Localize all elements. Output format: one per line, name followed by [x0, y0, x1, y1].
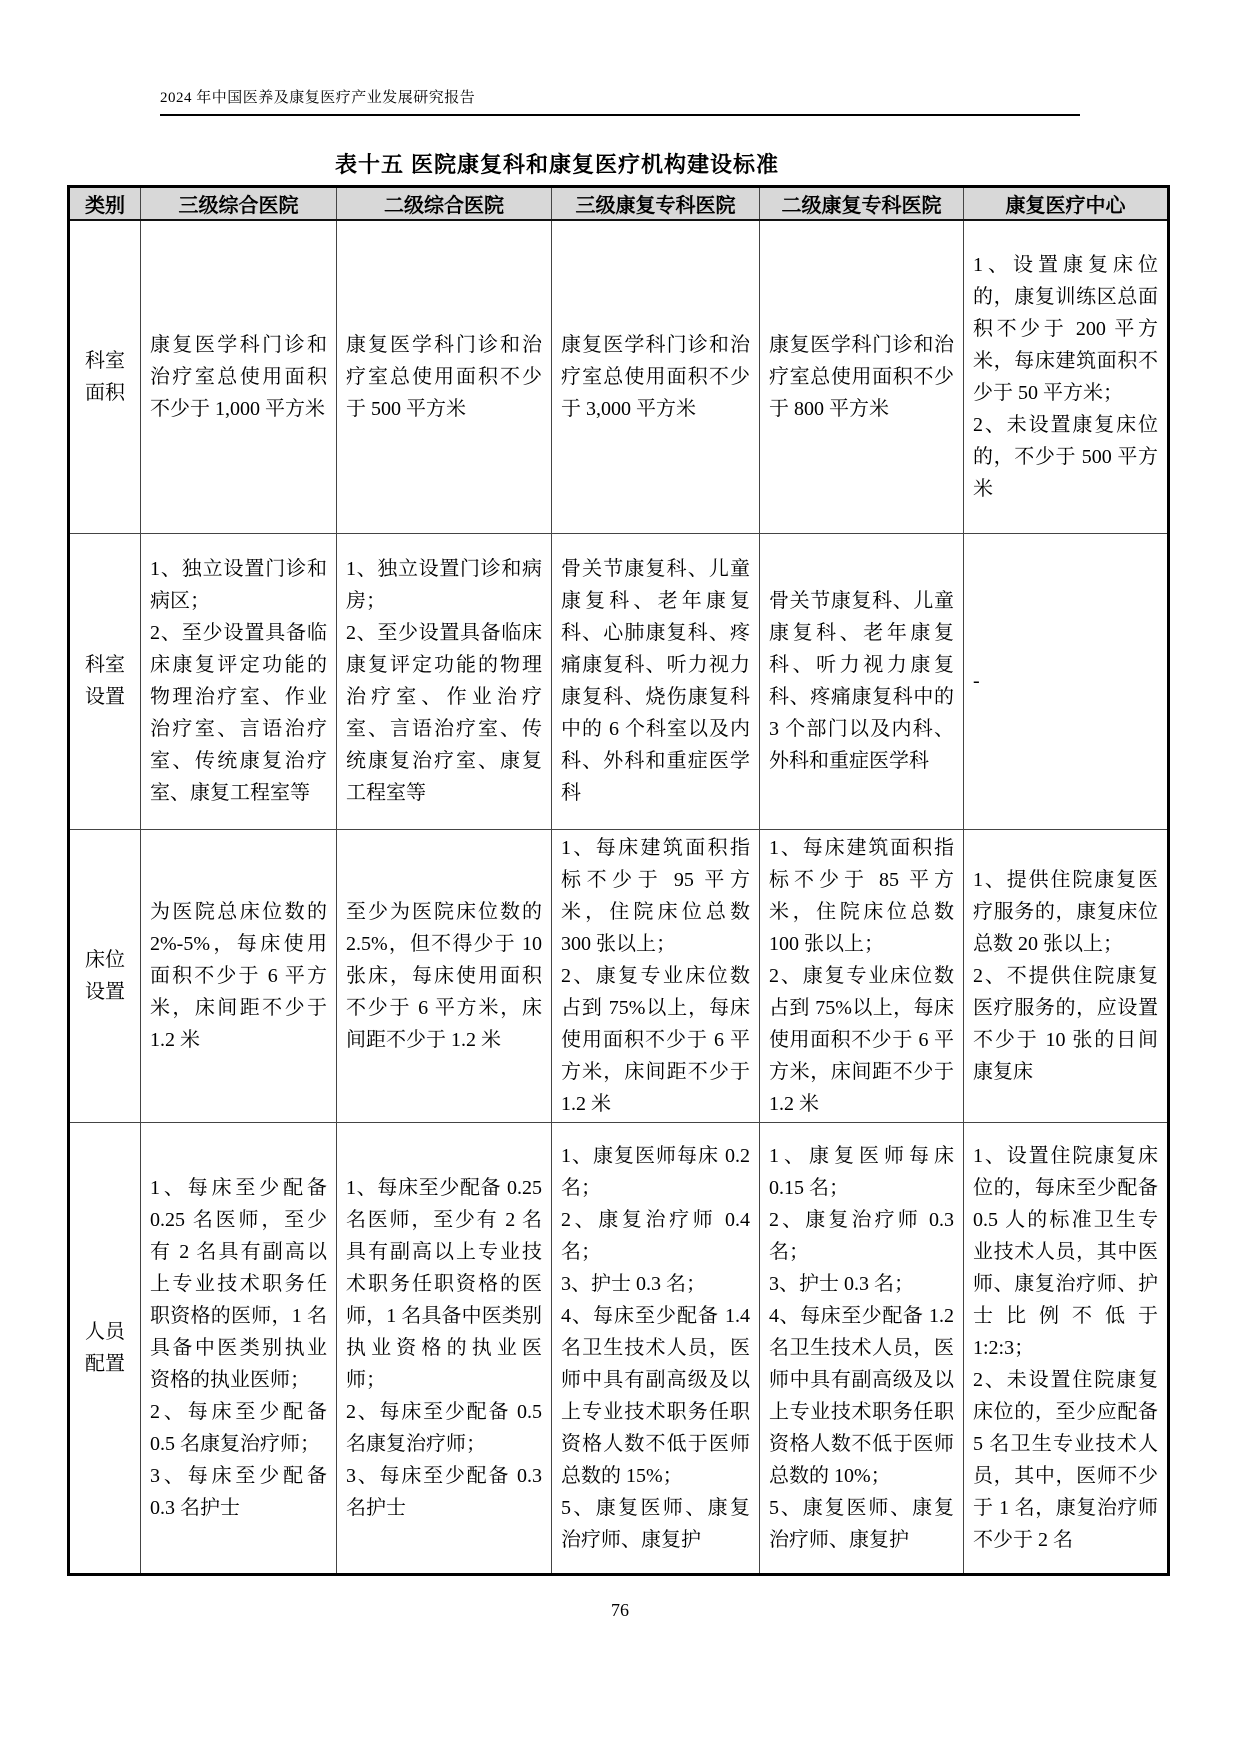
table-cell-r2-c0	[141, 829, 337, 1122]
cell-paragraph: 至少为医院床位数的 2.5%，但不得少于 10 张床，每床使用面积不少于 6 平方米，床间距不少于 1.2 米	[346, 900, 542, 1051]
column-header-4: 二级康复专科医院	[760, 187, 964, 221]
table-cell-r0-c0	[141, 220, 337, 533]
table-cell-r3-c2	[552, 1122, 760, 1574]
cell-paragraph: 1、设置住院康复床位的，每床至少配备 0.5 人的标准卫生专业技术人员，其中医师、康复治疗师、护士比例不低于 1:2:3；	[973, 1144, 1158, 1359]
cell-paragraph: 4、每床至少配备 1.4 名卫生技术人员，医师中具有副高级及以上专业技术职务任职资格人数不低于医师总数的 15%；	[561, 1304, 750, 1487]
column-header-1: 三级综合医院	[141, 187, 337, 221]
cell-paragraph: 为医院总床位数的 2%-5%，每床使用面积不少于 6 平方米，床间距不少于 1.2 米	[150, 900, 327, 1051]
table-cell-r2-c4	[964, 829, 1169, 1122]
table-cell-r2-c2	[552, 829, 760, 1122]
page-number: 76	[611, 1600, 629, 1620]
table-row-1	[69, 533, 1169, 829]
table-head	[69, 187, 1169, 221]
cell-paragraph: 3、护士 0.3 名；	[561, 1272, 706, 1295]
table-cell-r1-c0	[141, 533, 337, 829]
table-cell-r2-c1	[337, 829, 552, 1122]
cell-paragraph: 4、每床至少配备 1.2 名卫生技术人员，医师中具有副高级及以上专业技术职务任职资格人数不低于医师总数的 10%；	[769, 1304, 954, 1487]
cell-paragraph: 1、独立设置门诊和病房；	[346, 558, 542, 612]
header-row	[69, 187, 1169, 221]
table-cell-r3-c1	[337, 1122, 552, 1574]
table-title: 表十五 医院康复科和康复医疗机构建设标准	[334, 152, 780, 177]
cell-paragraph: 1、提供住院康复医疗服务的，康复床位总数 20 张以上；	[973, 868, 1158, 955]
table-cell-r0-c3	[760, 220, 964, 533]
cell-paragraph: 1、每床建筑面积指标不少于 85 平方米，住院床位总数 100 张以上；	[769, 836, 954, 955]
table-cell-r1-c2	[552, 533, 760, 829]
table-row-0	[69, 220, 1169, 533]
column-header-2: 二级综合医院	[337, 187, 552, 221]
cell-paragraph: 康复医学科门诊和治疗室总使用面积不少于 3,000 平方米	[561, 333, 750, 420]
table-row-2	[69, 829, 1169, 1122]
table-cell-r1-c1	[337, 533, 552, 829]
cell-paragraph: 骨关节康复科、儿童康复科、老年康复科、心肺康复科、疼痛康复科、听力视力康复科、烧伤康复科中的 6 个科室以及内科、外科和重症医学科	[561, 558, 750, 804]
cell-paragraph: 1、每床至少配备 0.25 名医师，至少有 2 名具有副高以上专业技术职务任职资格的医师，1 名具备中医类别执业资格的执业医师；	[346, 1176, 542, 1391]
table-body	[69, 220, 1169, 1574]
cell-paragraph: 1、每床建筑面积指标不少于 95 平方米，住院床位总数 300 张以上；	[561, 836, 750, 955]
cell-paragraph: 2、未设置住院康复床位的，至少应配备 5 名卫生专业技术人员，其中，医师不少于 1 名，康复治疗师不少于 2 名	[973, 1368, 1158, 1551]
cell-paragraph: 2、至少设置具备临床康复评定功能的物理治疗室、作业治疗室、言语治疗室、传统康复治疗室、康复工程室等	[150, 622, 327, 804]
cell-paragraph: 康复医学科门诊和治疗室总使用面积不少于 800 平方米	[769, 333, 954, 420]
row-label-0: 科室面积	[69, 220, 141, 533]
cell-paragraph: -	[973, 670, 980, 692]
cell-paragraph: 1、独立设置门诊和病区；	[150, 558, 327, 612]
cell-paragraph: 1、设置康复床位的，康复训练区总面积不少于 200 平方米，每床建筑面积不少于 50 平方米；	[973, 253, 1158, 404]
table-cell-r2-c3	[760, 829, 964, 1122]
cell-paragraph: 1、康复医师每床 0.15 名；	[769, 1144, 954, 1199]
table-cell-r1-c3	[760, 533, 964, 829]
cell-paragraph: 康复医学科门诊和治疗室总使用面积不少于 1,000 平方米	[150, 333, 327, 420]
cell-paragraph: 5、康复医师、康复治疗师、康复护	[561, 1496, 750, 1551]
doc-header-title: 2024 年中国医养及康复医疗产业发展研究报告	[160, 90, 476, 106]
cell-paragraph: 1、康复医师每床 0.2 名；	[561, 1144, 750, 1199]
column-header-3: 三级康复专科医院	[552, 187, 760, 221]
cell-paragraph: 2、康复专业床位数占到 75%以上，每床使用面积不少于 6 平方米，床间距不少于 1.2 米	[769, 964, 954, 1115]
cell-paragraph: 3、护士 0.3 名；	[769, 1272, 914, 1295]
cell-paragraph: 3、每床至少配备 0.3 名护士	[150, 1464, 327, 1519]
row-label-2: 床位设置	[69, 829, 141, 1122]
cell-paragraph: 3、每床至少配备 0.3 名护士	[346, 1464, 542, 1519]
cell-paragraph: 2、不提供住院康复医疗服务的，应设置不少于 10 张的日间康复床	[973, 964, 1158, 1083]
cell-paragraph: 5、康复医师、康复治疗师、康复护	[769, 1496, 954, 1551]
cell-paragraph: 2、康复专业床位数占到 75%以上，每床使用面积不少于 6 平方米，床间距不少于 1.2 米	[561, 964, 750, 1115]
standards-table	[67, 185, 1170, 1576]
table-cell-r0-c1	[337, 220, 552, 533]
table-row-3	[69, 1122, 1169, 1574]
cell-paragraph: 2、康复治疗师 0.4 名；	[561, 1208, 750, 1263]
cell-paragraph: 康复医学科门诊和治疗室总使用面积不少于 500 平方米	[346, 333, 542, 420]
column-header-0: 类别	[69, 187, 141, 221]
cell-paragraph: 2、每床至少配备 0.5 名康复治疗师；	[346, 1400, 542, 1455]
column-header-5: 康复医疗中心	[964, 187, 1169, 221]
table-cell-r0-c4	[964, 220, 1169, 533]
row-label-1: 科室设置	[69, 533, 141, 829]
table-cell-r1-c4	[964, 533, 1169, 829]
row-label-3: 人员配置	[69, 1122, 141, 1574]
cell-paragraph: 1、每床至少配备 0.25 名医师，至少有 2 名具有副高以上专业技术职务任职资格的医师，1 名具备中医类别执业资格的执业医师；	[150, 1176, 327, 1391]
cell-paragraph: 2、每床至少配备 0.5 名康复治疗师；	[150, 1400, 327, 1455]
table-cell-r3-c4	[964, 1122, 1169, 1574]
table-cell-r3-c3	[760, 1122, 964, 1574]
table-cell-r0-c2	[552, 220, 760, 533]
doc-header	[160, 86, 1080, 116]
cell-paragraph: 骨关节康复科、儿童康复科、老年康复科、听力视力康复科、疼痛康复科中的 3 个部门以及内科、外科和重症医学科	[769, 590, 954, 772]
cell-paragraph: 2、至少设置具备临床康复评定功能的物理治疗室、作业治疗室、言语治疗室、传统康复治疗室、康复工程室等	[346, 622, 542, 804]
cell-paragraph: 2、康复治疗师 0.3 名；	[769, 1208, 954, 1263]
cell-paragraph: 2、未设置康复床位的，不少于 500 平方米	[973, 413, 1158, 500]
table-cell-r3-c0	[141, 1122, 337, 1574]
